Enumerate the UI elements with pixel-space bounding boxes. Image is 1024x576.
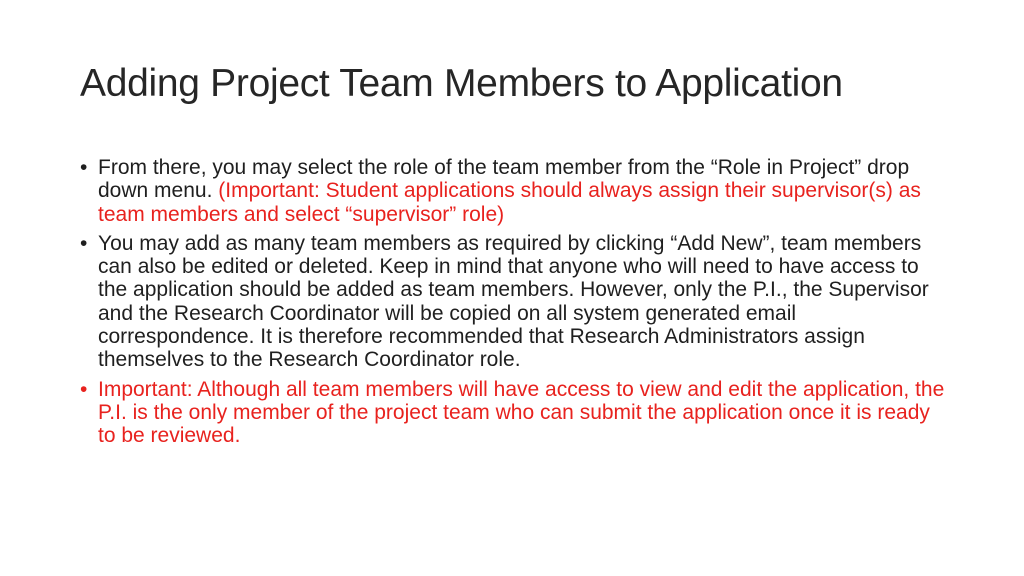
bullet-marker: •: [80, 231, 88, 255]
bullet-text: From there, you may select the role of the team member from the “Role in Project” drop down menu.: [98, 156, 910, 203]
bullet-text: Important: Although all team members will have access to view and edit the application, the P.I. is the only member of the project team who can submit the application once it is ready to be reviewed.: [98, 377, 945, 448]
bullet-highlight-important: (Important: Student applications should always assign their supervisor(s) as team members and select “supervisor” role): [98, 179, 921, 226]
bullet-text: You may add as many team members as required by clicking “Add New”, team members can also be edited or deleted. Keep in mind that anyone who will need to have access to the application should be added as team members. However, only the P.I., the Supervisor and the Research Coordinator will be copied on all system generated email correspondence. It is therefore recommended that Research Administrators assign themselves to the Research Coordinator role.: [98, 231, 929, 372]
bullet-marker: •: [80, 377, 88, 401]
bullet-list: [80, 156, 950, 454]
bullet-item-role-selection: [80, 156, 950, 226]
bullet-marker: •: [80, 156, 88, 179]
slide-title: Adding Project Team Members to Application: [80, 62, 843, 105]
bullet-item-add-members: [80, 232, 950, 372]
bullet-item-important-submit: [80, 378, 950, 448]
